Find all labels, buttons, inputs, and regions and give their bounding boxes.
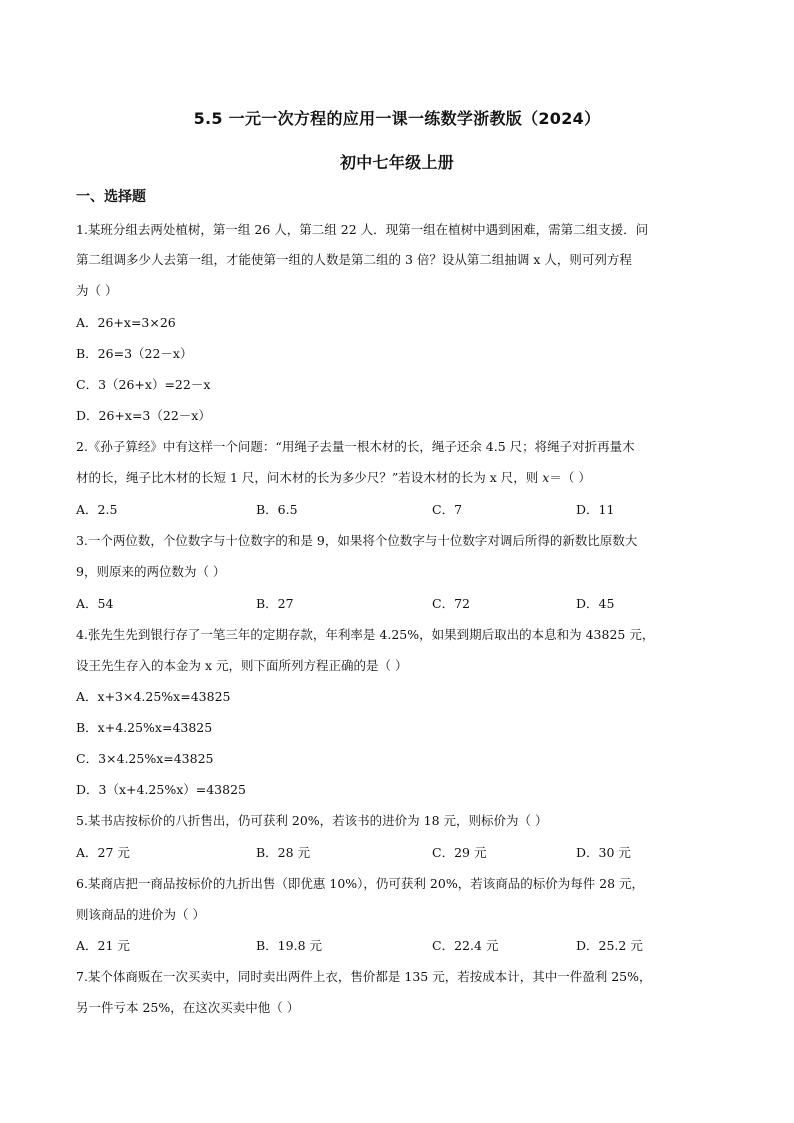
q2-stem-line [76, 468, 726, 486]
q3-option-c: C．72 [432, 596, 470, 611]
q7-stem-line: 另一件亏本 25%，在这次买卖中他（ ） [76, 1000, 300, 1015]
document-subtitle: 初中七年级上册 [339, 153, 455, 172]
q2-option-b: B．6.5 [256, 502, 298, 517]
q2-option-d: D．11 [576, 502, 615, 517]
section-heading: 一、选择题 [76, 189, 146, 205]
q5-stem-line: 5.某书店按标价的八折售出，仍可获利 20%，若该书的进价为 18 元，则标价为（ ） [76, 813, 548, 828]
q1-stem-line: 1.某班分组去两处植树，第一组 26 人，第二组 22 人．现第一组在植树中遇到困难，需第二组支援．问 [76, 222, 649, 237]
q1-option-c: C．3（26+x）=22－x [76, 377, 211, 392]
q2-stem-text: 材的长，绳子比木材的长短 1 尺，问木材的长为多少尺？”若设木材的长为 x 尺，则 [76, 470, 539, 485]
q2-stem-tail: ＝（ ） [549, 470, 591, 485]
q6-option-a: A．21 元 [76, 938, 130, 953]
q3-option-d: D．45 [576, 596, 615, 611]
q6-option-c: C．22.4 元 [432, 938, 499, 953]
q5-option-a: A．27 元 [76, 845, 130, 860]
q5-option-d: D．30 元 [576, 845, 631, 860]
q1-option-a: A．26+x=3×26 [76, 315, 176, 330]
q4-option-d: D．3（x+4.25%x）=43825 [76, 782, 246, 797]
q1-option-d: D．26+x=3（22－x） [76, 408, 211, 423]
q2-option-c: C．7 [432, 502, 463, 517]
q2-option-a: A．2.5 [76, 502, 118, 517]
q7-stem-line: 7.某个体商贩在一次买卖中，同时卖出两件上衣，售价都是 135 元，若按成本计，其中一件盈利 25%， [76, 969, 652, 984]
q3-stem-line: 9，则原来的两位数为（ ） [76, 564, 226, 579]
q1-stem-line: 为（ ） [76, 283, 118, 298]
q3-option-a: A．54 [76, 596, 114, 611]
q2-stem-line: 2.《孙子算经》中有这样一个问题：“用绳子去量一根木材的长，绳子还余 4.5 尺；将绳子对折再量木 [76, 439, 635, 454]
q4-stem-line: 设王先生存入的本金为 x 元，则下面所列方程正确的是（ ） [76, 658, 408, 673]
q6-option-d: D．25.2 元 [576, 938, 643, 953]
q6-stem-line: 则该商品的进价为（ ） [76, 907, 205, 922]
q4-stem-line: 4.张先生先到银行存了一笔三年的定期存款，年利率是 4.25%，如果到期后取出的本息和为 43825 元， [76, 627, 655, 642]
q3-stem-line: 3.一个两位数，个位数字与十位数字的和是 9，如果将个位数字与十位数字对调后所得的新数比原数大 [76, 533, 638, 548]
q1-stem-line: 第二组调多少人去第一组，才能使第一组的人数是第二组的 3 倍？设从第二组抽调 x 人，则可列方程 [76, 252, 632, 267]
document-title: 5.5 一元一次方程的应用一课一练数学浙教版（2024） [193, 109, 601, 128]
q4-option-a: A．x+3×4.25%x=43825 [76, 689, 231, 704]
q3-option-b: B．27 [256, 596, 294, 611]
q5-option-c: C．29 元 [432, 845, 487, 860]
q5-option-b: B．28 元 [256, 845, 311, 860]
q6-option-b: B．19.8 元 [256, 938, 322, 953]
q4-option-b: B．x+4.25%x=43825 [76, 720, 213, 735]
q2-variable: x [542, 470, 550, 485]
q1-option-b: B．26=3（22－x） [76, 346, 193, 361]
q4-option-c: C．3×4.25%x=43825 [76, 751, 214, 766]
q6-stem-line: 6.某商店把一商品按标价的九折出售（即优惠 10%），仍可获利 20%，若该商品的标价为每件 28 元， [76, 876, 645, 891]
